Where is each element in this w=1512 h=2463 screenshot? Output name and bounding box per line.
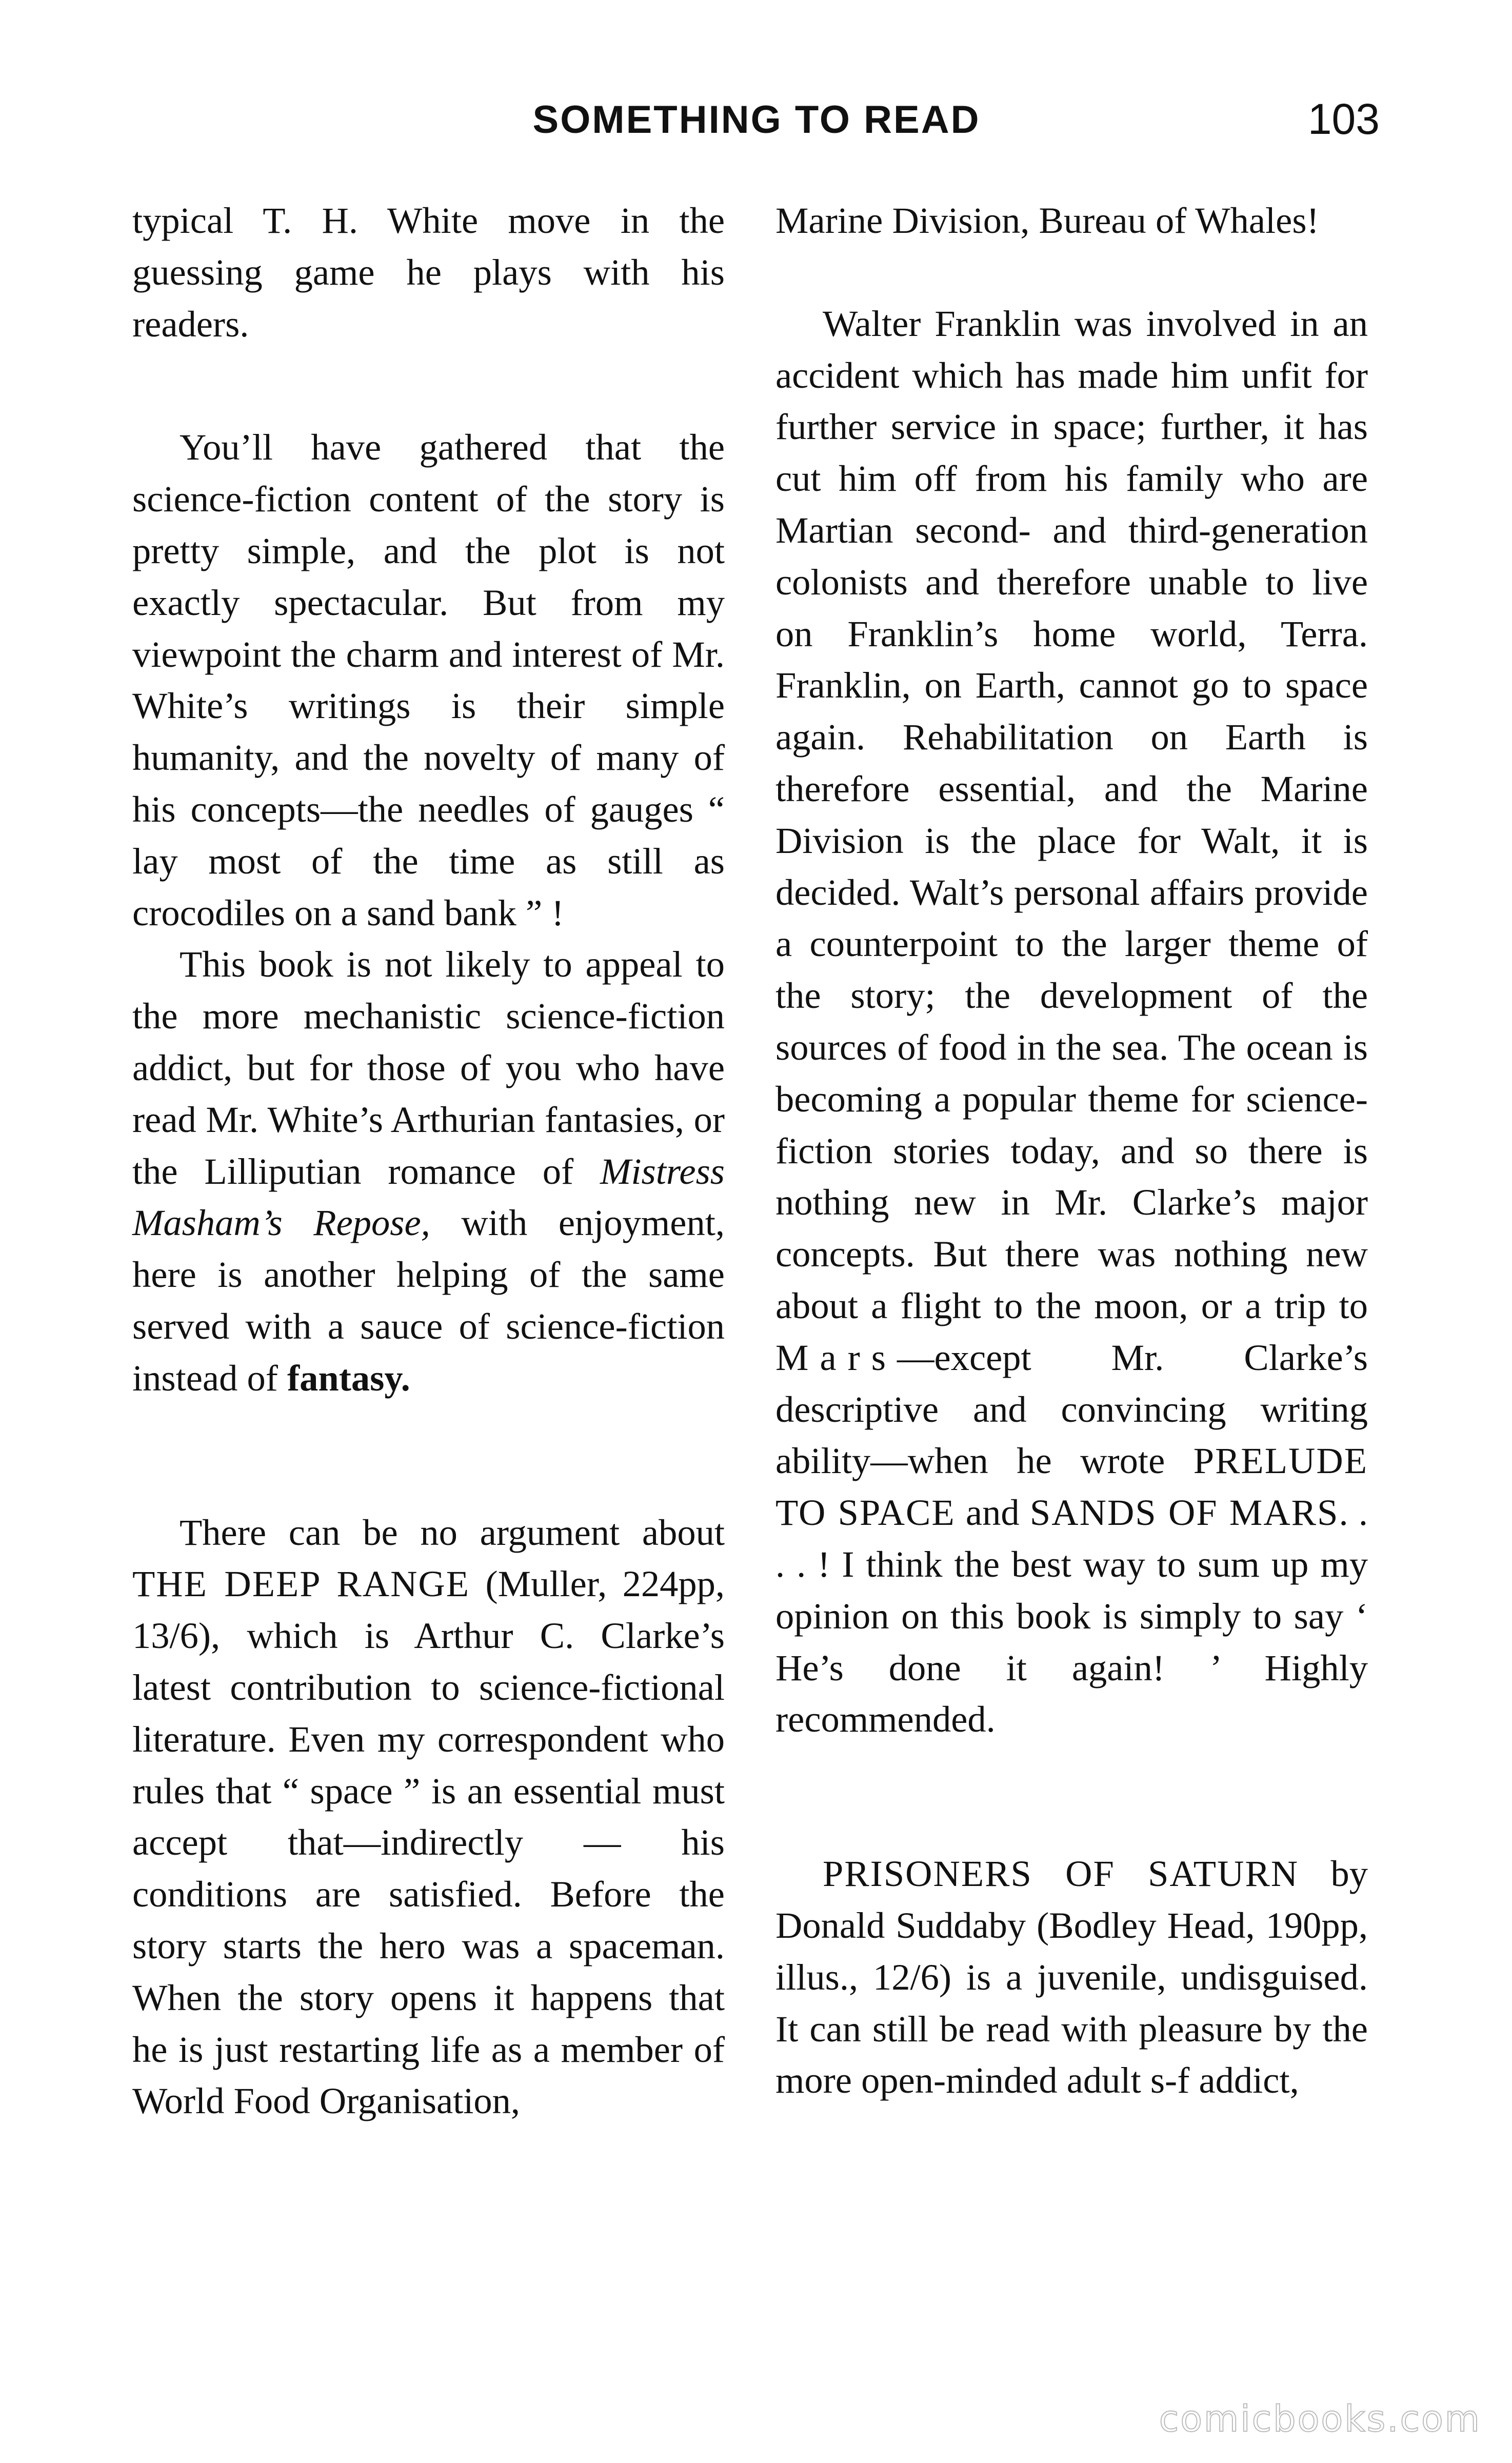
text-segment: Walter Franklin was involved in an accident which has made him unfit for further service in space; further, it has cut him off from his family who are Martian second- and third-generation colonists and therefore unable to live on Franklin’s home world, Terra. Franklin, on Earth, cannot go to space again. Rehabilitation on Earth is therefore essential, and the Marine Division is the place for Walt, it is decided. Walt’s personal affairs provide a counterpoint to the larger theme of the story; the development of the sources of food in the sea. The ocean is becoming a popular theme for science-fiction stories today, and so there is nothing new in Mr. Clarke’s major concepts. But there was nothing new about a flight to the moon, or a trip to (775, 302, 1368, 1326)
text-segment: This book is not likely to appeal to the more mechanistic science-fiction addict, but for those of you who have read Mr. White’s Arthurian fantasies, or the Lilliputian romance of (132, 943, 725, 1192)
paragraph-continued: typical T. H. White move in the guessing game he plays with his readers. (132, 200, 725, 345)
paragraph-prisoners-saturn (775, 1848, 1368, 2107)
paragraph-walter-franklin (775, 298, 1368, 1745)
text-segment: and (955, 1492, 1030, 1534)
spaced-word-mars: Mars (775, 1336, 898, 1378)
text-segment: with enjoyment, here is another helping of the same served with a sauce of science-fiction instead of (132, 1202, 725, 1399)
book-title-deep-range: THE DEEP RANGE (132, 1563, 470, 1605)
left-column (132, 195, 725, 2127)
book-title-italic: Mistress Masham’s Repose, (132, 1150, 725, 1244)
text-segment: . . . . ! I think the best way to sum up my opinion on this book is simply to say ‘ He’s done it again! ’ Highly recommended. (775, 1492, 1368, 1740)
page-number: 103 (1307, 95, 1380, 143)
text-segment: There can be no argument about (180, 1511, 725, 1553)
paragraph-recommendation (132, 939, 725, 1404)
right-column (775, 195, 1368, 2107)
text-segment: by Donald Suddaby (Bodley Head, 190pp, illus., 12/6) is a juvenile, undisguised. It can still be read with pleasure by the more open-minded adult s-f addict, (775, 1853, 1368, 2101)
book-title-prelude: PRELUDE TO SPACE (775, 1440, 1368, 1534)
page-header (133, 92, 1380, 159)
watermark-logo: comicbooks.com (1159, 2398, 1481, 2440)
book-title-prisoners: PRISONERS OF SATURN (823, 1853, 1299, 1895)
paragraph-continued-right: Marine Division, Bureau of Whales! (775, 200, 1319, 241)
book-title-sands: SANDS OF MARS (1029, 1492, 1339, 1534)
text-segment: —except Mr. Clarke’s descriptive and convincing writing ability—when he wrote (775, 1336, 1368, 1482)
running-title: SOMETHING TO READ (532, 98, 981, 142)
bold-word: fantasy. (287, 1357, 410, 1399)
text-segment: (Muller, 224pp, 13/6), which is Arthur C. Clarke’s latest contribution to science-fictional literature. Even my correspondent who rules that “ space ” is an essential must accept that—indirectly — his conditions are satisfied. Before the story starts the hero was a spaceman. When the story opens it happens that he is just restarting life as a member of World Food Organisation, (132, 1563, 725, 2122)
paragraph-deep-range (132, 1507, 725, 2128)
paragraph-science-content: You’ll have gathered that the science-fiction content of the story is pretty simple, and the plot is not exactly spectacular. But from my viewpoint the charm and interest of Mr. White’s writings is their simple humanity, and the novelty of many of his concepts—the needles of gauges “ lay most of the time as still as crocodiles on a sand bank ” ! (132, 426, 725, 933)
